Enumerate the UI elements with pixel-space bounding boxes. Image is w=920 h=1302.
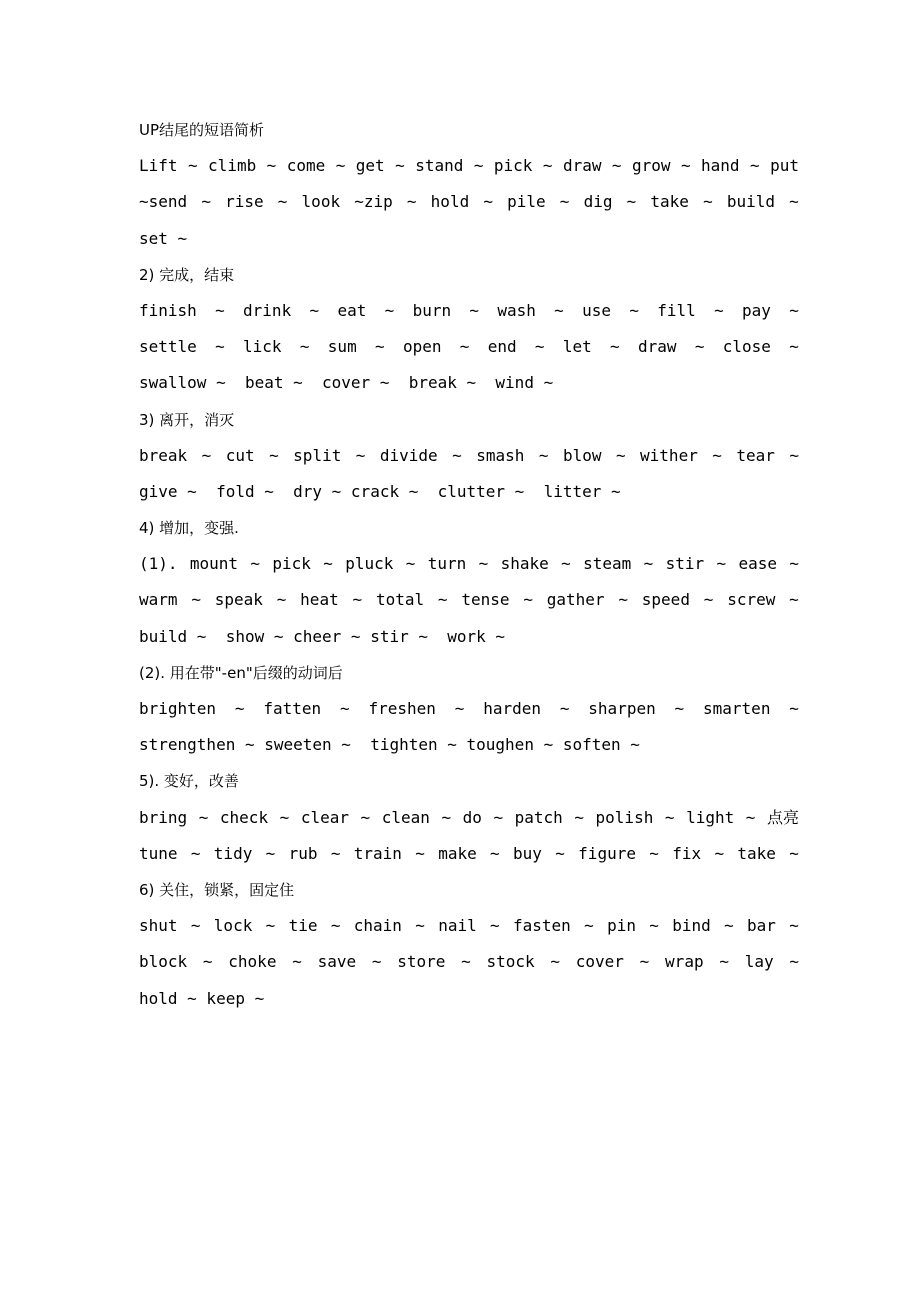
phrase-line: swallow ~ beat ~ cover ~ break ~ wind ~ [139,373,554,393]
phrase-line: warm ~ speak ~ heat ~ total ~ tense ~ gather ~ speed ~ screw ~ [139,590,799,610]
phrase-line: block ~ choke ~ save ~ store ~ stock ~ cover ~ wrap ~ lay ~ [139,952,799,972]
section-heading: 3) 离开，消灭 [139,410,235,429]
section-heading: 5). 变好，改善 [139,772,239,791]
section-heading: 4) 增加，变强. [139,519,239,538]
document-title: UP结尾的短语简析 [139,121,265,139]
phrase-line: break ~ cut ~ split ~ divide ~ smash ~ blow ~ wither ~ tear ~ [139,445,799,465]
section-heading: (2). 用在带"-en"后缀的动词后 [139,663,343,682]
phrase-line: give ~ fold ~ dry ~ crack ~ clutter ~ litter ~ [139,481,621,501]
phrase-line: strengthen ~ sweeten ~ tighten ~ toughen ~ soften ~ [139,735,640,755]
phrase-line: settle ~ lick ~ sum ~ open ~ end ~ let ~ draw ~ close ~ [139,337,799,357]
phrase-line: ~send ~ rise ~ look ~zip ~ hold ~ pile ~ dig ~ take ~ build ~ [139,192,799,212]
document-page [139,112,799,1017]
phrase-line: bring ~ check ~ clear ~ clean ~ do ~ patch ~ polish ~ light ~ 点亮 [139,807,799,827]
phrase-line: build ~ show ~ cheer ~ stir ~ work ~ [139,626,506,646]
phrase-line: Lift ~ climb ~ come ~ get ~ stand ~ pick ~ draw ~ grow ~ hand ~ put [139,156,799,176]
phrase-line: (1). mount ~ pick ~ pluck ~ turn ~ shake ~ steam ~ stir ~ ease ~ [139,554,799,574]
section-heading: 2) 完成，结束 [139,265,235,284]
phrase-line: hold ~ keep ~ [139,988,265,1008]
phrase-line: shut ~ lock ~ tie ~ chain ~ nail ~ fasten ~ pin ~ bind ~ bar ~ [139,916,799,936]
phrase-list [139,148,799,1017]
phrase-line: finish ~ drink ~ eat ~ burn ~ wash ~ use ~ fill ~ pay ~ [139,300,799,320]
phrase-line: brighten ~ fatten ~ freshen ~ harden ~ sharpen ~ smarten ~ [139,699,799,718]
section-heading: 6) 关住，锁紧，固定住 [139,880,295,899]
phrase-line: set ~ [139,228,188,248]
phrase-line: tune ~ tidy ~ rub ~ train ~ make ~ buy ~ figure ~ fix ~ take ~ [139,843,799,863]
